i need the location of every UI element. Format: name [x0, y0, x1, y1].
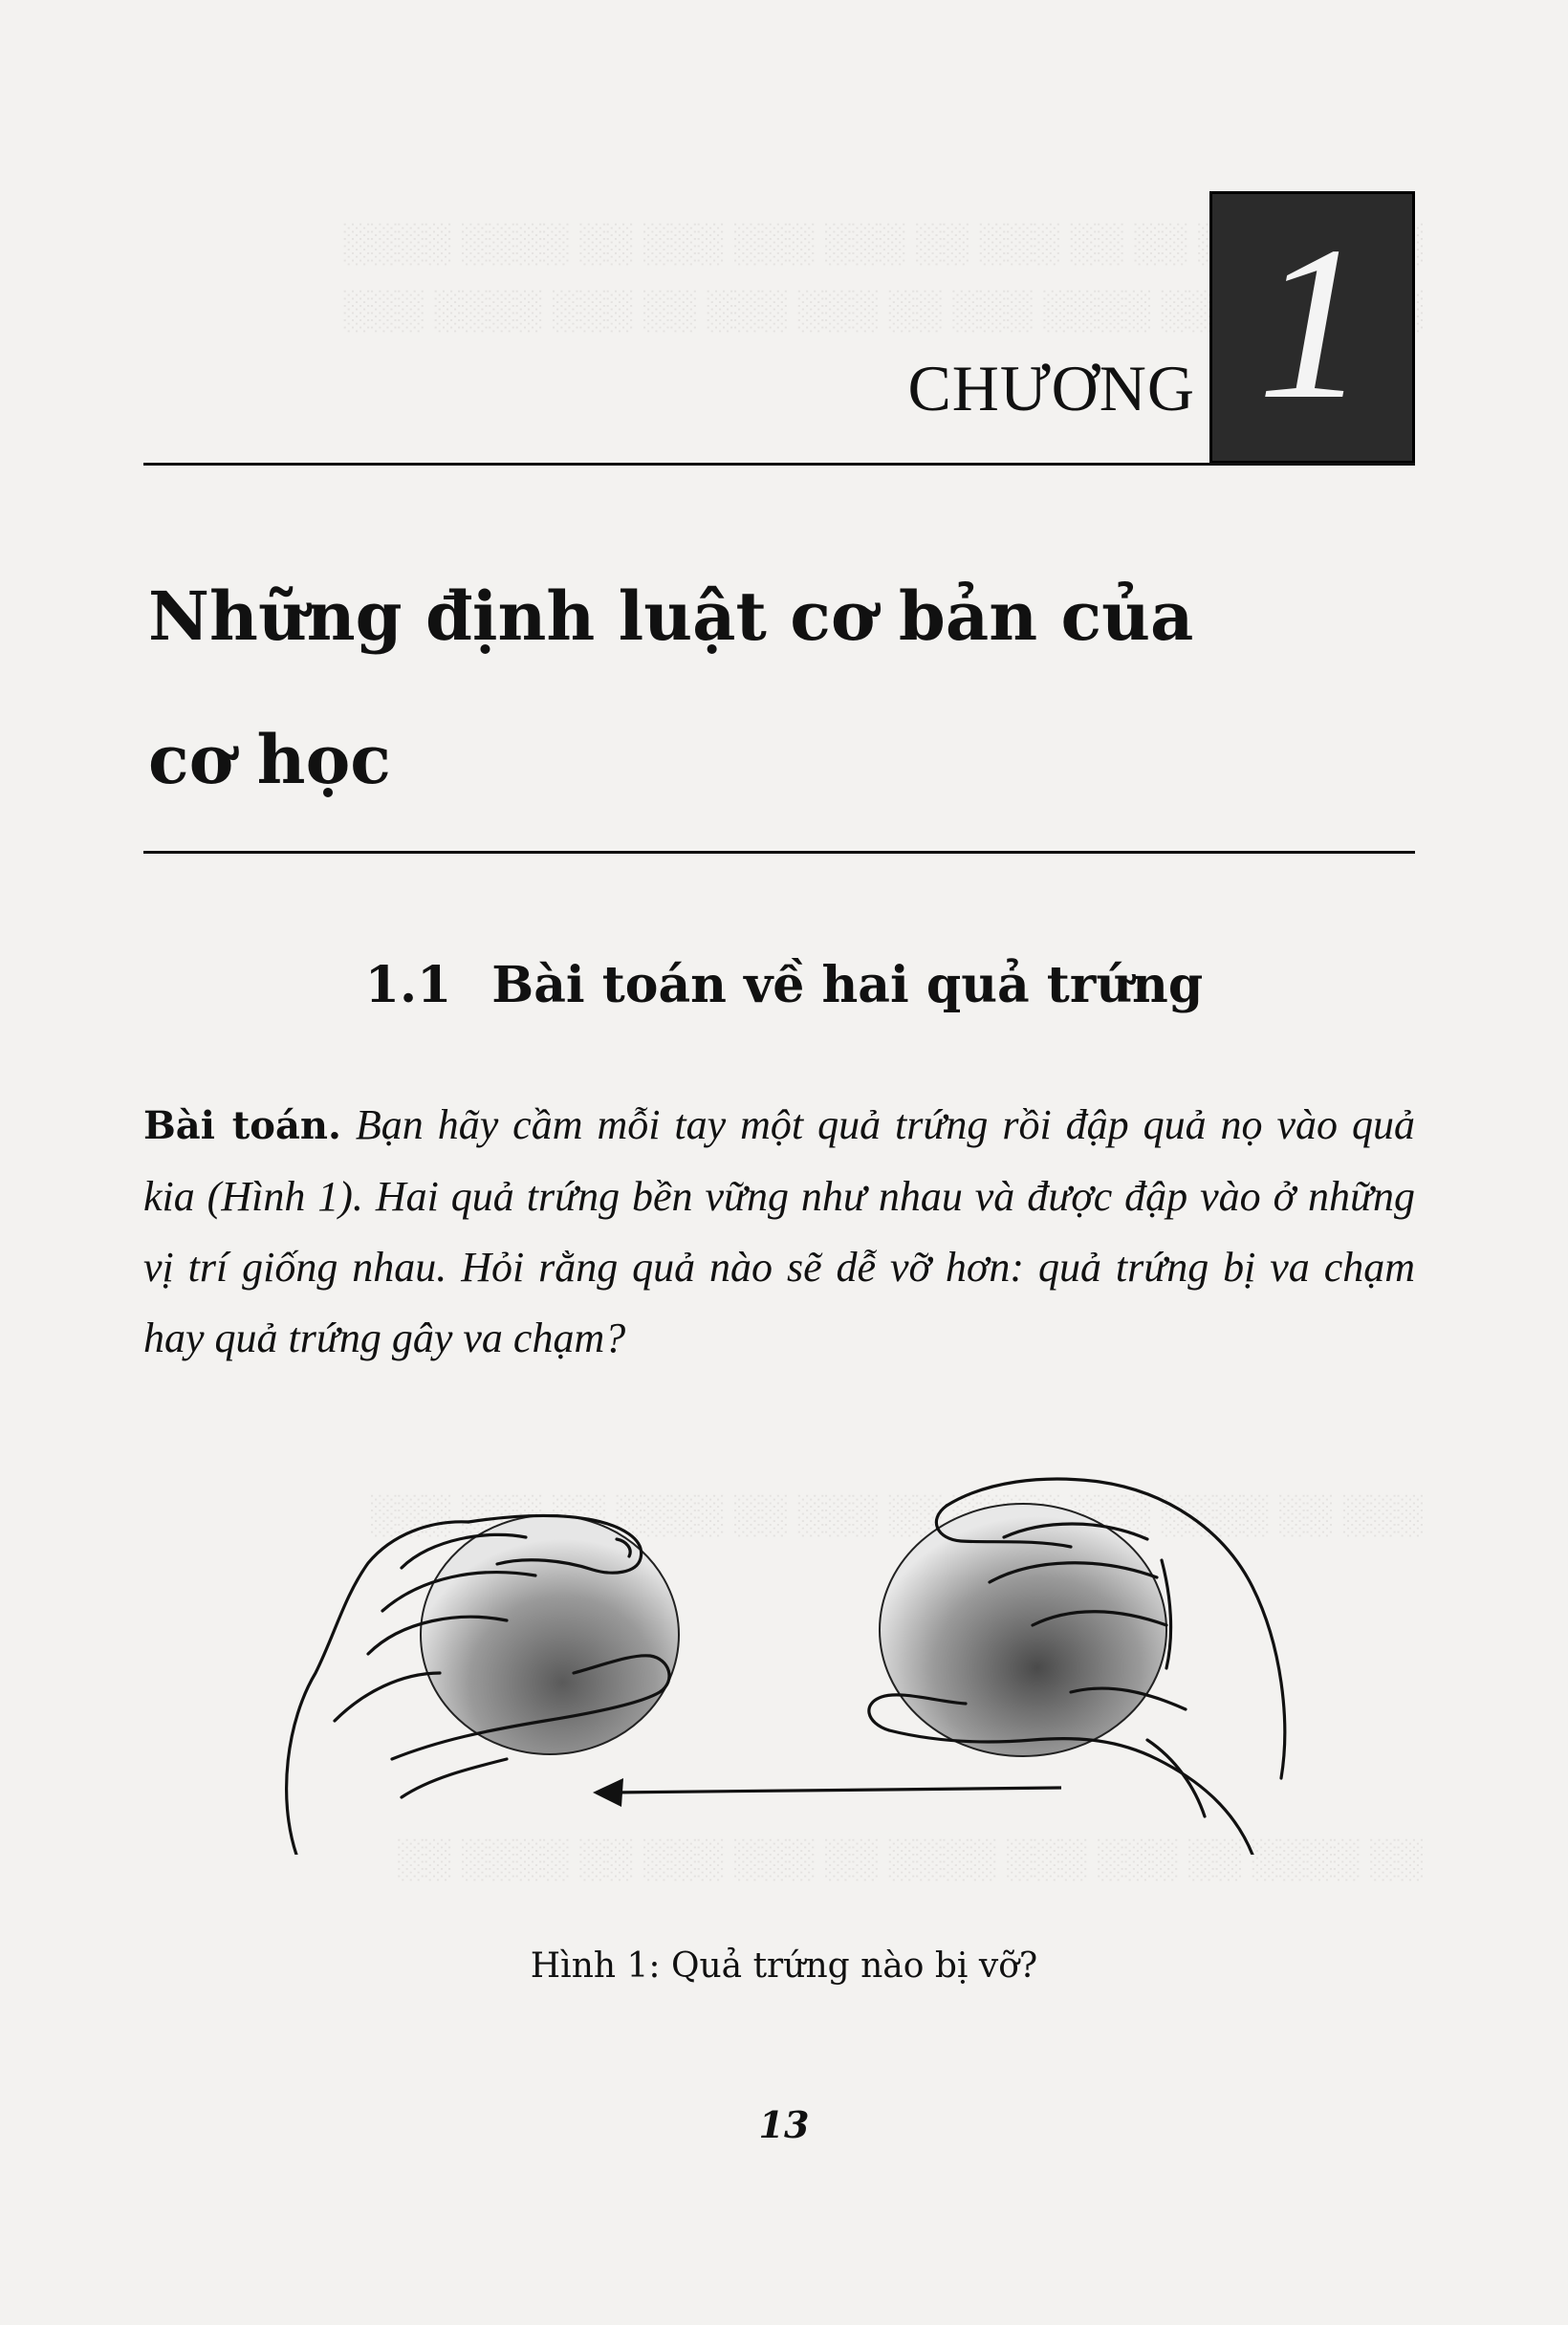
chapter-title-line-2: cơ học — [148, 720, 391, 799]
chapter-header-rule — [143, 463, 1415, 466]
section-heading — [0, 956, 1568, 1015]
figure-caption: Hình 1: Quả trứng nào bị vỡ? — [530, 1946, 1038, 1986]
chapter-number-box — [1209, 191, 1415, 464]
chapter-header — [143, 191, 1415, 464]
chapter-title-rule — [143, 851, 1415, 854]
section-number: 1.1 — [364, 956, 452, 1014]
page-number: 13 — [758, 2103, 810, 2146]
chapter-title — [148, 545, 1391, 832]
arrow-left-icon — [593, 1778, 1061, 1807]
chapter-label: CHƯƠNG — [907, 352, 1195, 424]
problem-label: Bài toán. — [143, 1103, 341, 1148]
problem-text: Bạn hãy cầm mỗi tay một quả trứng rồi đập quả nọ vào quả kia (Hình 1). Hai quả trứng bền vững như nhau và được đập vào ở những vị trí giống nhau. Hỏi rằng quả nào sẽ dễ vỡ hơn: quả trứng bị va chạm hay quả trứng gây va chạm? — [143, 1101, 1416, 1361]
problem-statement — [143, 1090, 1415, 1374]
figure-hands-eggs — [277, 1453, 1291, 1855]
chapter-title-line-1: Những định luật cơ bản của — [148, 576, 1194, 656]
hands-holding-eggs-illustration — [277, 1453, 1291, 1855]
chapter-number: 1 — [1257, 201, 1367, 445]
section-title: Bài toán về hai quả trứng — [491, 956, 1204, 1014]
